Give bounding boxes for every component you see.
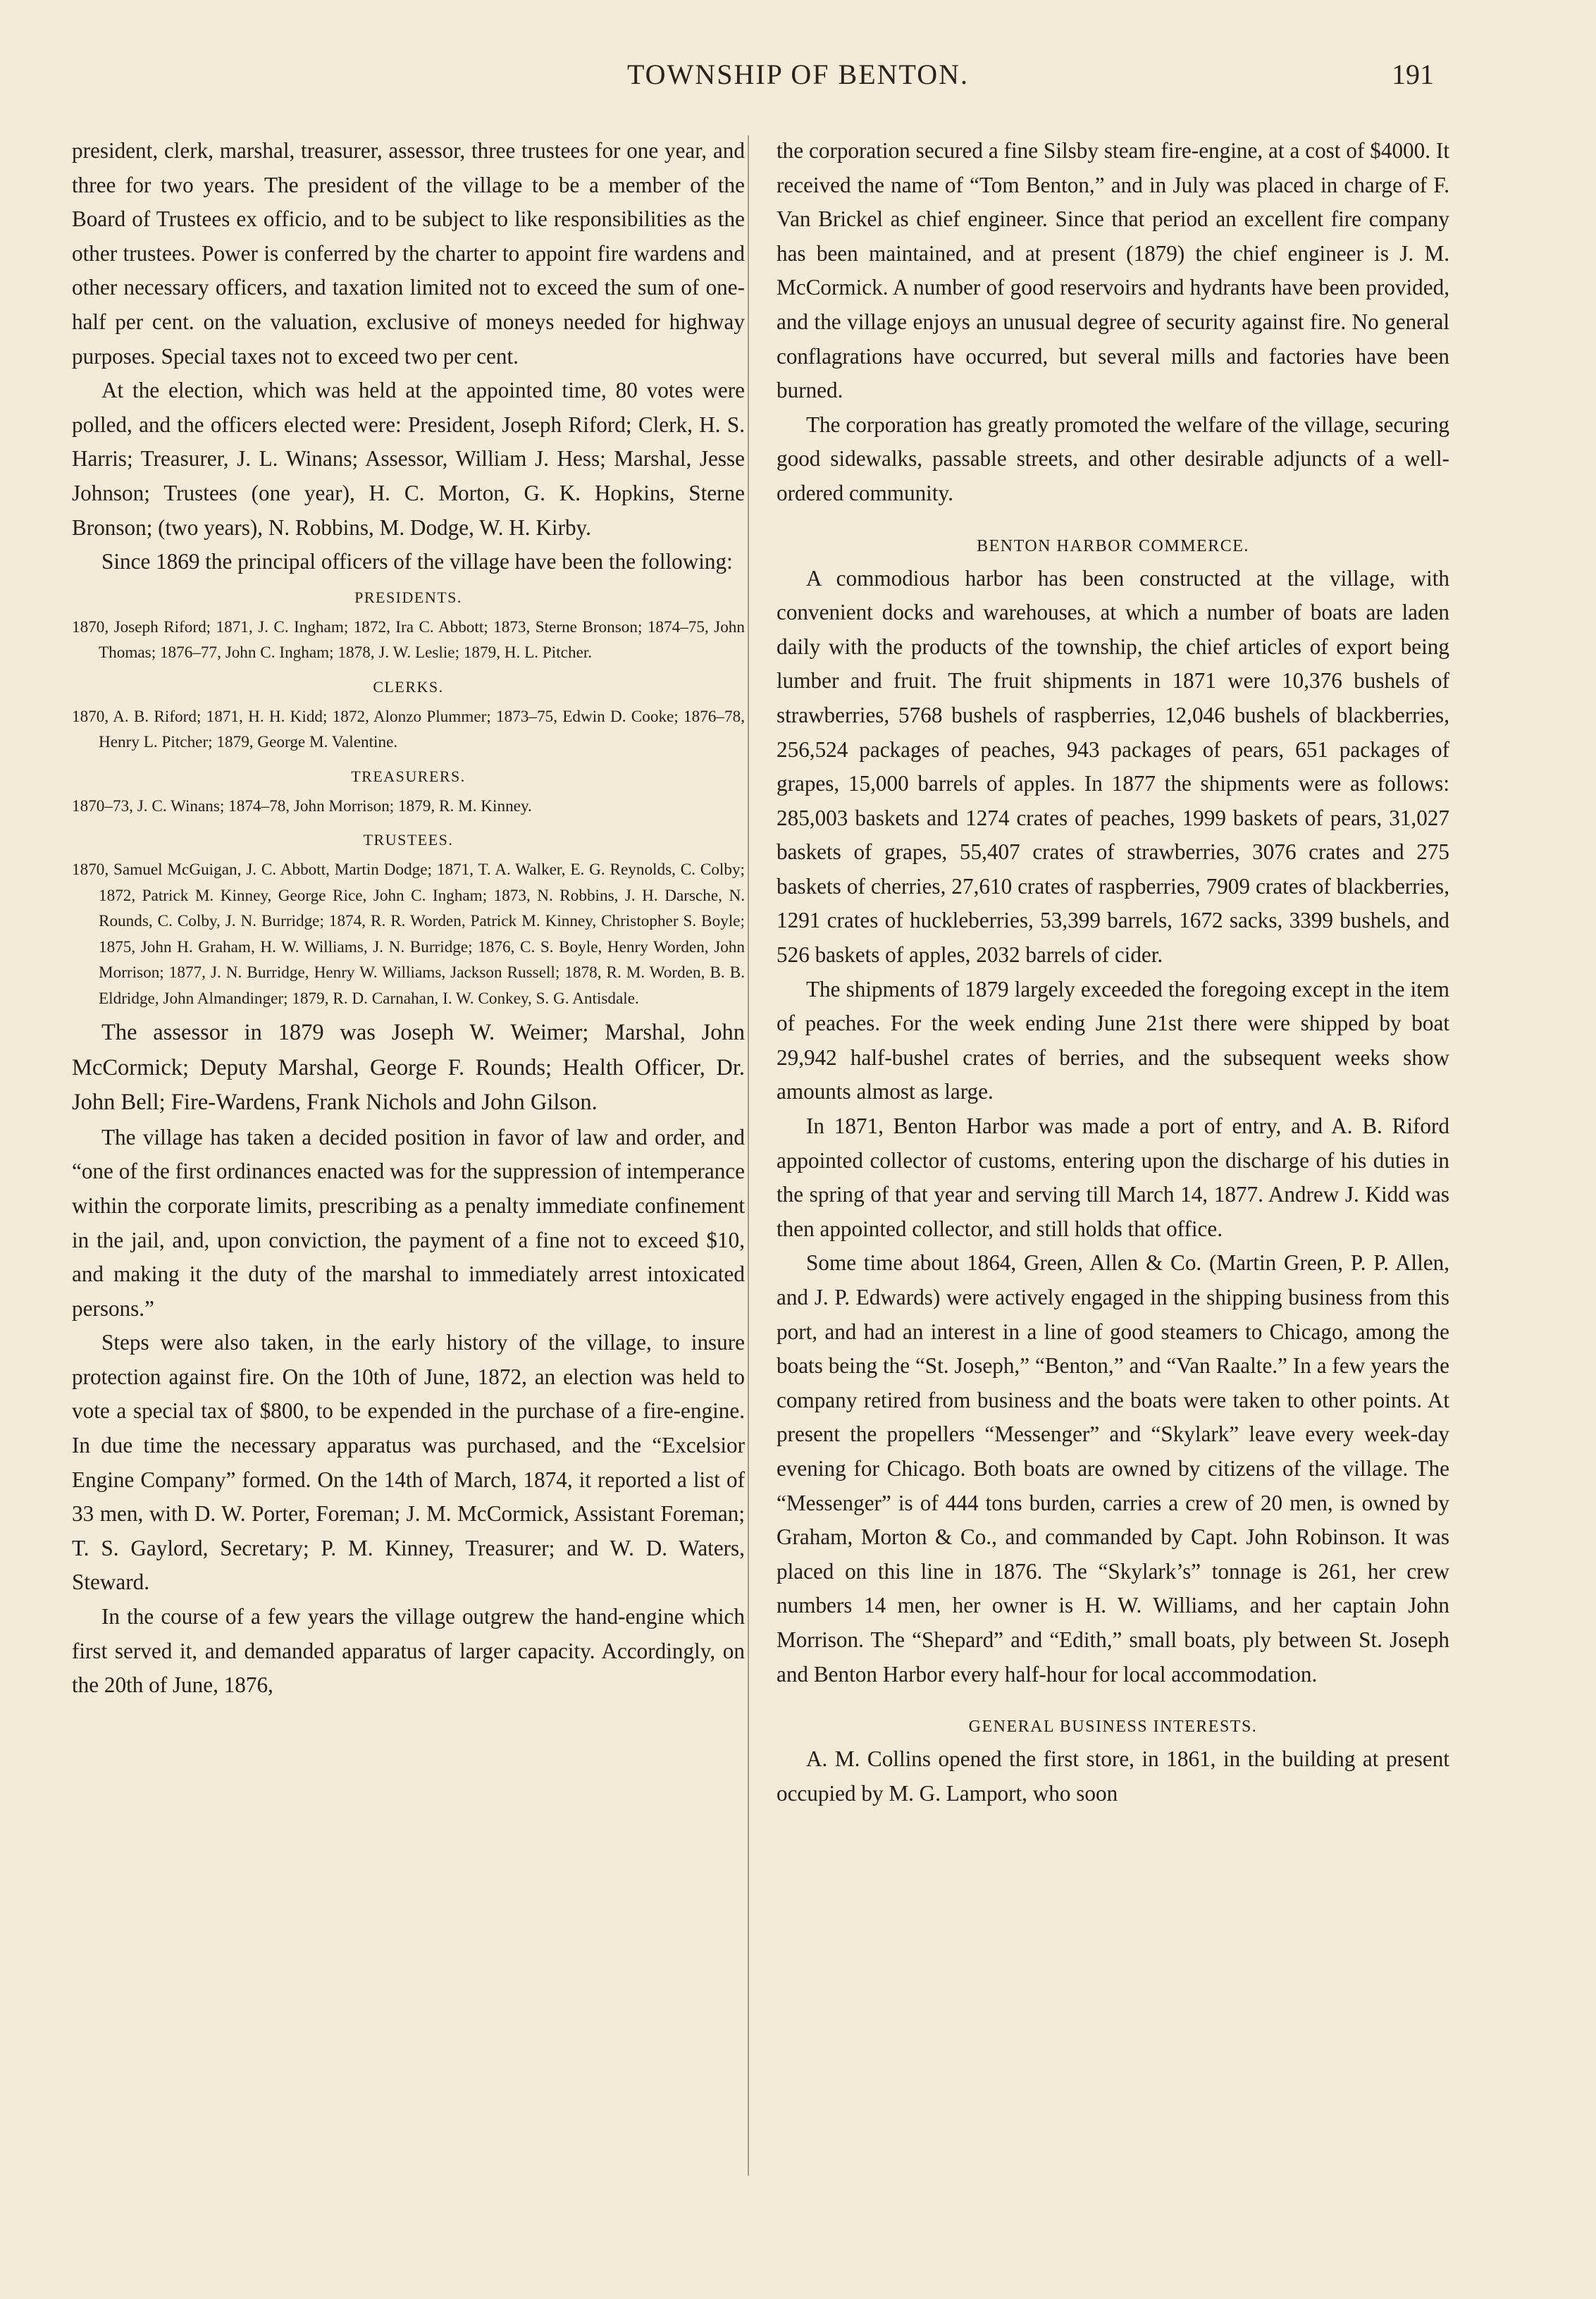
left-paragraph-7: In the course of a few years the village outgrew the hand-engine which first served it, and demanded apparatus of larger capacity. Accordingly, on the 20th of June, 1876, (72, 1604, 745, 1698)
trustees-list: 1870, Samuel McGuigan, J. C. Abbott, Martin Dodge; 1871, T. A. Walker, E. G. Reynolds, C. Colby; 1872, Patrick M. Kinney, George Rice, John C. Ingham; 1873, N. Robbins, J. H. Darsche, N. Rounds, C. Colby, J. N. Burridge; 1874, R. R. Worden, Patrick M. Kinney, Christopher S. Boyle; 1875, John H. Graham, H. W. Williams, J. N. Burridge; 1876, C. S. Boyle, Henry Worden, John Morrison; 1877, J. N. Burridge, Henry W. Williams, Jackson Russell; 1878, R. M. Worden, B. B. Eldridge, John Almandinger; 1879, R. D. Carnahan, I. W. Conkey, S. G. Antisdale. (72, 861, 745, 1008)
left-column (72, 134, 745, 1703)
right-paragraph-5: In 1871, Benton Harbor was made a port of entry, and A. B. Riford appointed collector of customs, entering upon the discharge of his duties in the spring of that year and serving till March 14, 1877. Andrew J. Kidd was then appointed collector, and still holds that office. (777, 1114, 1449, 1241)
treasurers-heading: TREASURERS. (351, 767, 466, 785)
left-paragraph-3: Since 1869 the principal officers of the village have been the following: (101, 549, 733, 574)
right-paragraph-2: The corporation has greatly promoted the welfare of the village, securing good sidewalks, passable streets, and other desirable adjuncts of a well-ordered community. (777, 412, 1449, 505)
right-column (777, 134, 1449, 1811)
presidents-heading: PRESIDENTS. (354, 588, 462, 606)
right-paragraph-3: A commodious harbor has been constructed at the village, with convenient docks and warehouses, at which a number of boats are laden daily with the products of the township, the chief articles of export being lumber and fruit. The fruit shipments in 1871 were 10,376 bushels of strawberries, 5768 bushels of raspberries, 12,046 bushels of blackberries, 256,524 packages of peaches, 943 packages of pears, 651 packages of grapes, 15,000 barrels of apples. In 1877 the shipments were as follows: 285,003 baskets and 1274 crates of peaches, 1999 baskets of pears, 31,027 baskets of grapes, 55,407 crates of strawberries, 3076 crates and 275 baskets of cherries, 27,610 crates of raspberries, 7909 crates of blackberries, 1291 crates of huckleberries, 53,399 barrels, 1672 sacks, 3399 bushels, and 526 baskets of apples, 2032 barrels of cider. (777, 565, 1449, 968)
right-paragraph-7: A. M. Collins opened the first store, in 1861, in the building at present occupied by M. G. Lamport, who soon (777, 1746, 1449, 1806)
column-divider (748, 135, 749, 2176)
left-paragraph-1: president, clerk, marshal, treasurer, assessor, three trustees for one year, and three for two years. The president of the village to be a member of the Board of Trustees ex officio, and to be subject to like responsibilities as the other trustees. Power is conferred by the charter to appoint fire wardens and other necessary officers, and taxation limited not to exceed the sum of one-half per cent. on the valuation, exclusive of moneys needed for highway purposes. Special taxes not to exceed two per cent. (72, 138, 745, 369)
treasurers-list: 1870–73, J. C. Winans; 1874–78, John Morrison; 1879, R. M. Kinney. (72, 796, 532, 815)
right-paragraph-6: Some time about 1864, Green, Allen & Co. (Martin Green, P. P. Allen, and J. P. Edwards) were actively engaged in the shipping business from this port, and had an interest in a line of good steamers to Chicago, among the boats being the “St. Joseph,” “Benton,” and “Van Raalte.” In a few years the company retired from business and the boats were taken to other points. At present the propellers “Messenger” and “Skylark” leave every week-day evening for Chicago. Both boats are owned by citizens of the village. The “Messenger” is of 444 tons burden, carries a crew of 20 men, is owned by Graham, Morton & Co., and commanded by Capt. John Robinson. It was placed on this line in 1876. The “Skylark’s” tonnage is 261, her crew numbers 14 men, her owner is H. W. Williams, and her captain John Morrison. The “Shepard” and “Edith,” small boats, ply between St. Joseph and Benton Harbor every half-hour for local accommodation. (777, 1250, 1449, 1687)
left-paragraph-6: Steps were also taken, in the early history of the village, to insure protection against fire. On the 10th of June, 1872, an election was held to vote a special tax of $800, to be expended in the purchase of a fire-engine. In due time the necessary apparatus was purchased, and the “Excelsior Engine Company” formed. On the 14th of March, 1874, it reported a list of 33 men, with D. W. Porter, Foreman; J. M. McCormick, Assistant Foreman; T. S. Gaylord, Secretary; P. M. Kinney, Treasurer; and W. D. Waters, Steward. (72, 1330, 745, 1595)
clerks-list: 1870, A. B. Riford; 1871, H. H. Kidd; 1872, Alonzo Plummer; 1873–75, Edwin D. Cooke; 1876–78, Henry L. Pitcher; 1879, George M. Valentine. (72, 707, 745, 752)
right-paragraph-4: The shipments of 1879 largely exceeded the foregoing except in the item of peaches. For the week ending June 21st there were shipped by boat 29,942 half-bushel crates of berries, and the subsequent weeks show amounts almost as large. (777, 976, 1449, 1104)
page-title: TOWNSHIP OF BENTON. (626, 58, 970, 90)
left-paragraph-4: The assessor in 1879 was Joseph W. Weimer; Marshal, John McCormick; Deputy Marshal, George F. Rounds; Health Officer, Dr. John Bell; Fire-Wardens, Frank Nichols and John Gilson. (72, 1020, 745, 1116)
trustees-heading: TRUSTEES. (363, 831, 454, 849)
right-paragraph-1: the corporation secured a fine Silsby steam fire-engine, at a cost of $4000. It received the name of “Tom Benton,” and in July was placed in charge of F. Van Brickel as chief engineer. Since that period an excellent fire company has been maintained, and at present (1879) the chief engineer is J. M. McCormick. A number of good reservoirs and hydrants have been provided, and the village enjoys an unusual degree of security against fire. No general conflagrations have occurred, but several mills and factories have been burned. (777, 138, 1449, 403)
left-paragraph-5: The village has taken a decided position in favor of law and order, and “one of the first ordinances enacted was for the suppression of intemperance within the corporate limits, prescribing as a penalty immediate confinement in the jail, and, upon conviction, the payment of a fine not to exceed $10, and making it the duty of the marshal to immediately arrest intoxicated persons.” (72, 1124, 745, 1321)
left-paragraph-2: At the election, which was held at the appointed time, 80 votes were polled, and the officers elected were: President, Joseph Riford; Clerk, H. S. Harris; Treasurer, J. L. Winans; Assessor, William J. Hess; Marshal, Jesse Johnson; Trustees (one year), H. C. Morton, G. K. Hopkins, Sterne Bronson; (two years), N. Robbins, M. Dodge, W. H. Kirby. (72, 378, 745, 540)
business-heading: GENERAL BUSINESS INTERESTS. (968, 1718, 1258, 1737)
commerce-heading: BENTON HARBOR COMMERCE. (977, 536, 1249, 555)
presidents-list: 1870, Joseph Riford; 1871, J. C. Ingham; 1872, Ira C. Abbott; 1873, Sterne Bronson; 1874–75, John Thomas; 1876–77, John C. Ingham; 1878, J. W. Leslie; 1879, H. L. Pitcher. (72, 617, 745, 662)
page-number: 191 (1392, 58, 1434, 90)
running-header (0, 58, 1596, 107)
clerks-heading: CLERKS. (373, 677, 444, 696)
